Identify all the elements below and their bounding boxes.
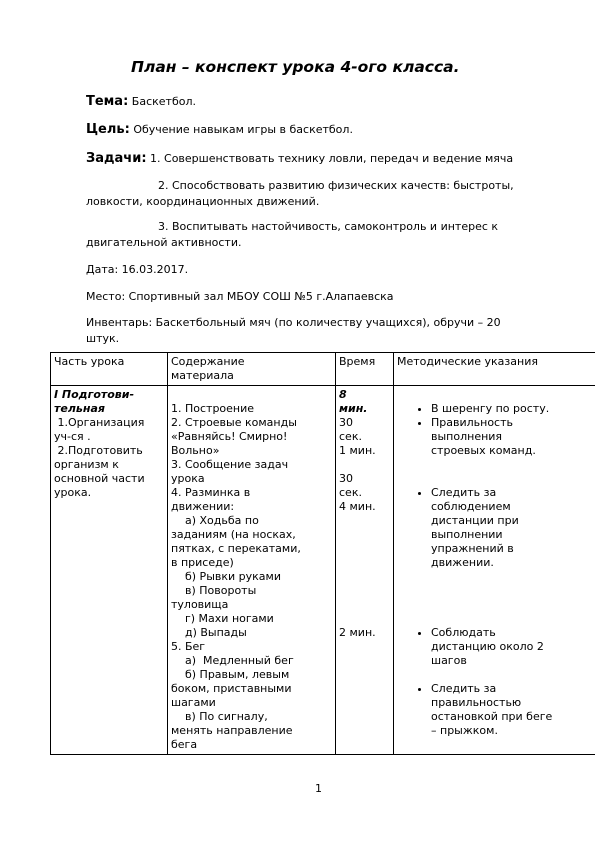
note-line: упражнений в (431, 542, 514, 555)
tasks-line (86, 151, 513, 166)
content-line: менять направление (171, 724, 293, 737)
time-line (339, 542, 390, 556)
note-item (431, 682, 592, 738)
content-line (171, 388, 332, 402)
time-line (339, 584, 390, 598)
content-line: шагами (171, 696, 216, 709)
time-line (339, 458, 390, 472)
content-line: урока (171, 472, 205, 485)
content-line: а) Медленный бег (171, 654, 294, 667)
topic-value: Баскетбол. (131, 95, 196, 108)
time-line (339, 556, 390, 570)
header-content: Содержание материала (168, 353, 336, 386)
note-item (431, 486, 592, 570)
content-line: 3. Сообщение задач (171, 458, 289, 471)
content-cell (168, 386, 336, 755)
content-line: движении: (171, 500, 235, 513)
content-line: в) По сигналу, (171, 710, 268, 723)
task-3-line-1: 3. Воспитывать настойчивость, самоконтроль и интерес к (158, 220, 499, 233)
note-line: дистанцию около 2 (431, 640, 544, 653)
note-line: выполнении (431, 528, 503, 541)
note-line: правильностью (431, 696, 522, 709)
lesson-place: Место: Спортивный зал МБОУ СОШ №5 г.Алапаевска (86, 290, 394, 303)
topic-label: Тема: (86, 94, 129, 109)
tasks-label: Задачи: (86, 151, 147, 166)
content-line: 5. Бег (171, 640, 206, 653)
content-line: пятках, с перекатами, (171, 542, 301, 555)
time-line: сек. (339, 430, 362, 443)
note-line: – прыжком. (431, 724, 498, 737)
content-line: «Равняйсь! Смирно! (171, 430, 288, 443)
table-header-row (51, 353, 595, 386)
task-2-line-2: ловкости, координационных движений. (86, 195, 320, 208)
note-line: • Следить за (431, 486, 497, 499)
note-line: движении. (431, 556, 494, 569)
note-item (431, 402, 592, 416)
part-cell: I Подготови- тельная 1.Организация уч-ся . 2.Подготовить организм к основной части урока. (51, 386, 168, 755)
part-lines (54, 416, 164, 500)
time-line: 1 мин. (339, 444, 376, 457)
content-line: д) Выпады (171, 626, 247, 639)
notes-list (397, 402, 592, 738)
inventory-line-1: Инвентарь: Баскетбольный мяч (по количеству учащихся), обручи – 20 (86, 316, 501, 329)
task-3-line-2: двигательной активности. (86, 236, 242, 249)
time-line (339, 570, 390, 584)
content-lines (171, 388, 332, 752)
note-line: • Правильность (431, 416, 514, 429)
header-time: Время (336, 353, 394, 386)
time-line: сек. (339, 486, 362, 499)
time-line (339, 514, 390, 528)
table-row (51, 386, 595, 755)
content-line: боком, приставными (171, 682, 292, 695)
goal-line (86, 122, 353, 137)
content-line: бега (171, 738, 198, 751)
content-line: а) Ходьба по (171, 514, 259, 527)
content-line: туловища (171, 598, 229, 611)
note-line: шагов (431, 654, 467, 667)
note-line: строевых команд. (431, 444, 536, 457)
content-line: 1. Построение (171, 402, 255, 415)
lesson-date: Дата: 16.03.2017. (86, 263, 189, 276)
time-line: мин. (339, 402, 368, 415)
task-2-line-1: 2. Способствовать развитию физических качеств: быстроты, (158, 179, 514, 192)
header-notes: Методические указания (394, 353, 595, 386)
note-line: • В шеренгу по росту. (431, 402, 550, 415)
task-1: 1. Совершенствовать технику ловли, передач и ведение мяча (150, 152, 514, 165)
content-line: Вольно» (171, 444, 220, 457)
goal-label: Цель: (86, 122, 130, 137)
note-line: • Следить за (431, 682, 497, 695)
inventory-line-2: штук. (86, 332, 120, 345)
content-line: в) Повороты (171, 584, 257, 597)
time-line: 8 (339, 388, 347, 401)
content-line: заданиям (на носках, (171, 528, 296, 541)
document-title: План – конспект урока 4-ого класса. (131, 58, 460, 76)
page-number: 1 (315, 782, 322, 795)
lesson-plan-table (50, 352, 595, 755)
time-line: 4 мин. (339, 500, 376, 513)
time-line (339, 612, 390, 626)
goal-value: Обучение навыкам игры в баскетбол. (133, 123, 353, 136)
note-line: • Соблюдать (431, 626, 496, 639)
part-line: организм к (54, 458, 119, 471)
note-item (431, 626, 592, 668)
note-item (431, 416, 592, 458)
header-part: Часть урока (51, 353, 168, 386)
note-line: остановкой при беге (431, 710, 553, 723)
content-line: г) Махи ногами (171, 612, 274, 625)
time-line: 30 (339, 472, 353, 485)
content-line: в приседе) (171, 556, 234, 569)
part-heading: I Подготови- (54, 388, 135, 401)
time-cell (336, 386, 394, 755)
time-line (339, 598, 390, 612)
part-line: уч-ся . (54, 430, 91, 443)
content-line: б) Правым, левым (171, 668, 290, 681)
content-line: 4. Разминка в (171, 486, 251, 499)
content-line: 2. Строевые команды (171, 416, 297, 429)
note-line: соблюдением (431, 500, 511, 513)
time-line: 30 (339, 416, 353, 429)
time-line: 2 мин. (339, 626, 376, 639)
note-line: дистанции при (431, 514, 519, 527)
topic-line (86, 94, 196, 109)
content-line: б) Рывки руками (171, 570, 281, 583)
time-line (339, 528, 390, 542)
part-line: 1.Организация (54, 416, 145, 429)
part-line: урока. (54, 486, 92, 499)
part-line: 2.Подготовить (54, 444, 143, 457)
time-lines (339, 388, 390, 640)
notes-cell (394, 386, 595, 755)
note-line: выполнения (431, 430, 503, 443)
part-line: основной части (54, 472, 145, 485)
